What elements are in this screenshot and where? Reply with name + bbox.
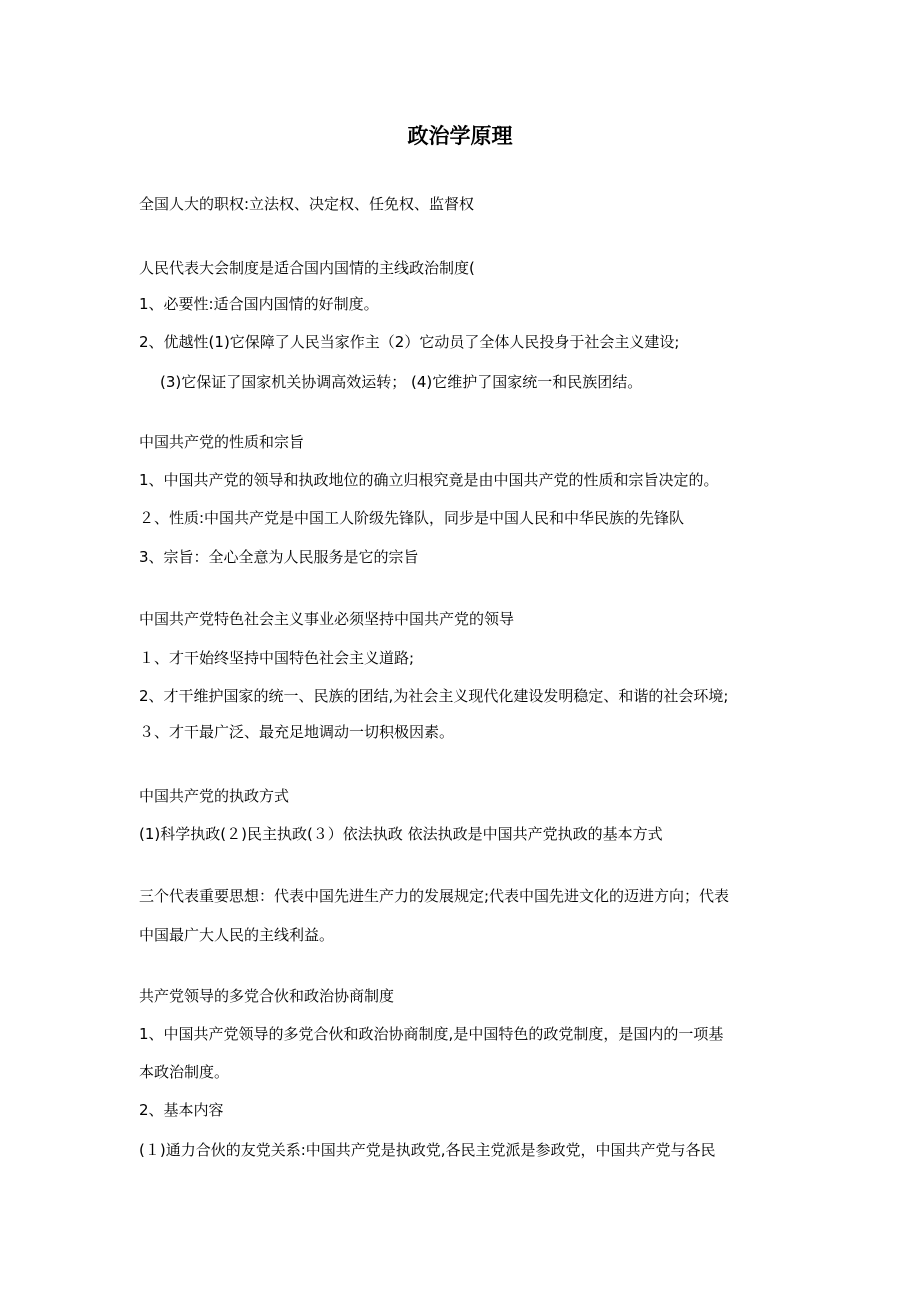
text-line: 1、必要性:适合国内国情的好制度。 [139,295,379,313]
text-line: 2、优越性(1)它保障了人民当家作主（2）它动员了全体人民投身于社会主义建设; [139,333,680,351]
text-line: 2、才干维护国家的统一、民族的团结,为社会主义现代化建设发明稳定、和谐的社会环境; [139,687,729,705]
text-line: １、才干始终坚持中国特色社会主义道路; [139,649,415,667]
text-line: 中国共产党的执政方式 [139,787,290,805]
text-line: 全国人大的职权:立法权、决定权、任免权、监督权 [139,195,475,213]
text-line: ２、性质:中国共产党是中国工人阶级先锋队，同步是中国人民和中华民族的先锋队 [139,509,685,527]
text-line: 中国共产党的性质和宗旨 [139,433,305,451]
text-line: 人民代表大会制度是适合国内国情的主线政治制度( [139,259,475,277]
text-line: 2、基本内容 [139,1101,224,1119]
text-line: 本政治制度。 [139,1063,230,1081]
text-line: 共产党领导的多党合伙和政治协商制度 [139,987,395,1005]
text-line: (１)通力合伙的友党关系:中国共产党是执政党,各民主党派是参政党，中国共产党与各民 [139,1141,716,1159]
text-line: (1)科学执政(２)民主执政(３）依法执政 依法执政是中国共产党执政的基本方式 [139,825,663,843]
document-title: 政治学原理 [407,124,513,148]
text-line: 3、宗旨：全心全意为人民服务是它的宗旨 [139,548,419,566]
text-line: 1、中国共产党领导的多党合伙和政治协商制度,是中国特色的政党制度，是国内的一项基 [139,1025,724,1043]
text-line: 1、中国共产党的领导和执政地位的确立归根究竟是由中国共产党的性质和宗旨决定的。 [139,471,719,489]
text-line: 中国共产党特色社会主义事业必须坚持中国共产党的领导 [139,610,515,628]
text-line: (3)它保证了国家机关协调高效运转； (4)它维护了国家统一和民族团结。 [160,373,643,391]
text-line: 三个代表重要思想：代表中国先进生产力的发展规定;代表中国先进文化的迈进方向；代表 [139,887,730,905]
text-line: 中国最广大人民的主线利益。 [139,926,335,944]
text-line: ３、才干最广泛、最充足地调动一切积极因素。 [139,723,455,741]
